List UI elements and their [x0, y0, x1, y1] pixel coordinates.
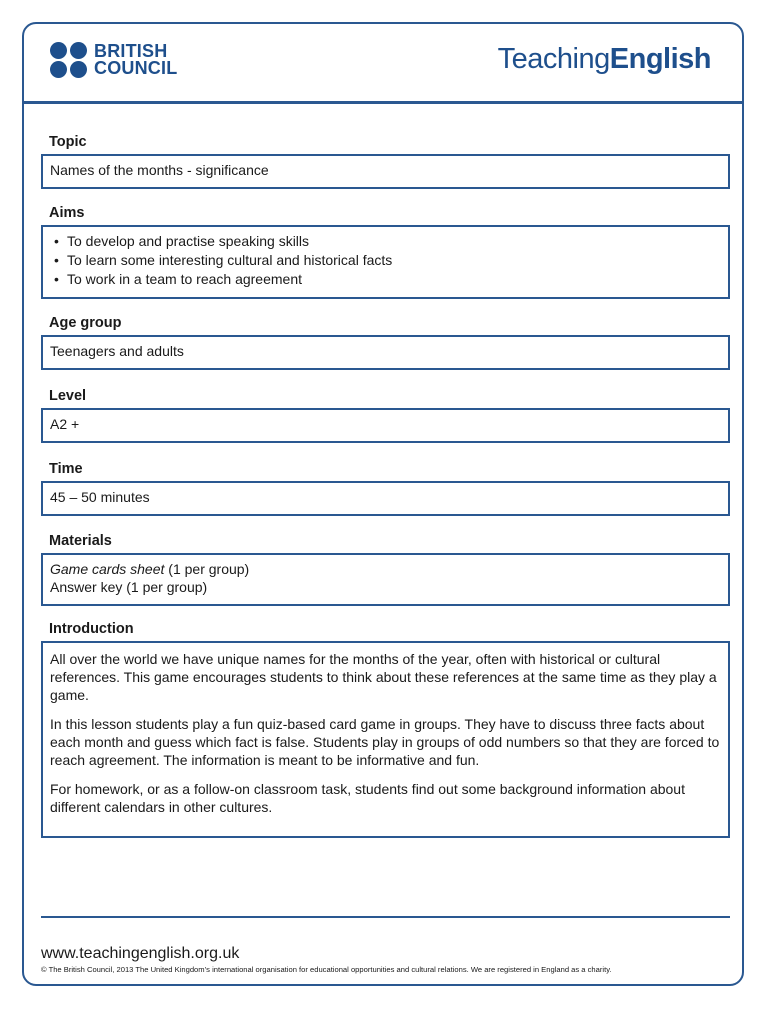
- aims-item: • To learn some interesting cultural and historical facts: [50, 251, 721, 270]
- level-section: [41, 388, 730, 443]
- time-label: Time: [49, 461, 83, 477]
- age-group-section: [41, 315, 730, 370]
- materials-label: Materials: [49, 533, 112, 549]
- aims-label: Aims: [49, 205, 85, 221]
- aims-item: • To work in a team to reach agreement: [50, 270, 721, 289]
- age-group-value: Teenagers and adults: [50, 343, 184, 359]
- age-group-label: Age group: [49, 315, 122, 331]
- level-label: Level: [49, 388, 87, 404]
- footer-copyright: © The British Council, 2013 The United Kingdom’s international organisation for educational opportunities and cultural relations. We are registered in England as a charity.: [41, 965, 612, 974]
- materials-line1: [50, 560, 721, 578]
- materials-line1-rest: (1 per group): [164, 561, 250, 577]
- time-value: 45 – 50 minutes: [50, 489, 150, 505]
- age-group-box: [41, 335, 730, 370]
- materials-box: [41, 553, 730, 606]
- introduction-box: [41, 641, 730, 838]
- bc-logo-line1: BRITISH: [94, 41, 168, 61]
- te-logo-part2: English: [609, 43, 711, 75]
- topic-section: [41, 134, 730, 189]
- topic-box: [41, 154, 730, 189]
- introduction-paragraph: All over the world we have unique names for the months of the year, often with historical or cultural references. This game encourages students to think about these references at the same time as they play a game.: [50, 651, 717, 703]
- materials-line1-italic: Game cards sheet: [50, 561, 165, 577]
- topic-label: Topic: [49, 134, 87, 150]
- level-box: [41, 408, 730, 443]
- level-value: A2 +: [50, 416, 80, 432]
- time-box: [41, 481, 730, 516]
- introduction-section: [41, 621, 730, 838]
- aims-box: [41, 225, 730, 299]
- te-logo-part1: Teaching: [497, 43, 610, 75]
- topic-value: Names of the months - significance: [50, 162, 269, 178]
- bc-logo-line2: COUNCIL: [94, 58, 178, 78]
- materials-line2: Answer key (1 per group): [50, 579, 208, 595]
- introduction-paragraph: For homework, or as a follow-on classroom task, students find out some background information about different calendars in other cultures.: [50, 781, 685, 815]
- aims-section: [41, 205, 730, 299]
- materials-section: [41, 533, 730, 606]
- british-council-dots-icon: [50, 42, 88, 78]
- introduction-paragraph: In this lesson students play a fun quiz-based card game in groups. They have to discuss three facts about each month and guess which fact is false. Students play in groups of odd numbers so that they are forced to reach agreement. The information is meant to be informative and fun.: [50, 716, 720, 768]
- aims-item: • To develop and practise speaking skills: [50, 232, 721, 251]
- introduction-label: Introduction: [49, 621, 134, 637]
- footer-url[interactable]: www.teachingenglish.org.uk: [41, 945, 240, 962]
- footer-divider: [41, 916, 730, 918]
- british-council-logo: [50, 42, 177, 78]
- header-divider: [22, 101, 744, 104]
- teaching-english-logo: [498, 43, 711, 76]
- aims-list: [50, 232, 721, 289]
- time-section: [41, 461, 730, 516]
